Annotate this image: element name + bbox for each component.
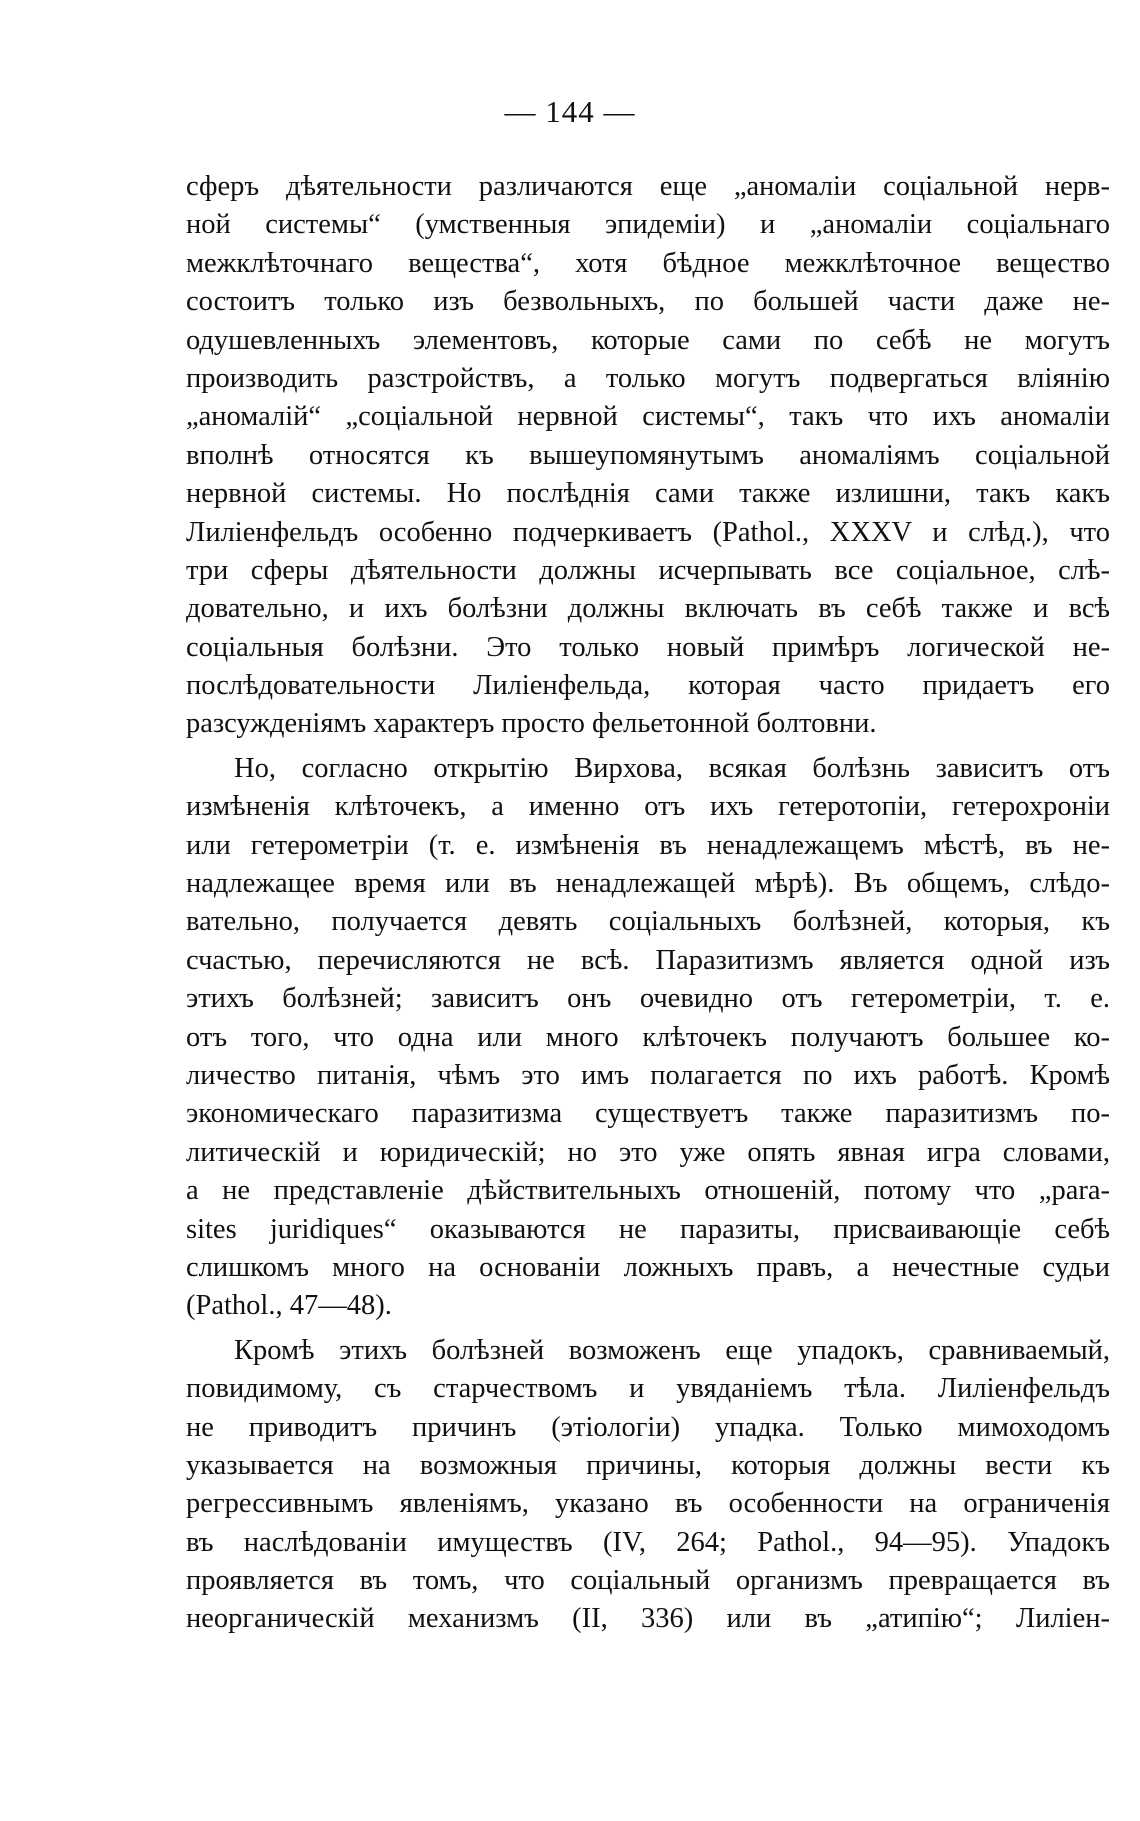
text-line: ной системы“ (умственныя эпидеміи) и „аномаліи соціальнаго [186, 209, 1110, 241]
text-line: неорганическій механизмъ (II, 336) или въ „атипію“; Лиліен- [186, 1603, 1110, 1635]
text-line: регрессивнымъ явленіямъ, указано въ особенности на ограниченія [186, 1488, 1110, 1520]
text-line: Но, согласно открытію Вирхова, всякая болѣзнь зависитъ отъ [234, 752, 1110, 784]
text-line: не приводитъ причинъ (этіологіи) упадка. Только мимоходомъ [186, 1411, 1110, 1443]
text-line: Кромѣ этихъ болѣзней возможенъ еще упадокъ, сравниваемый, [234, 1334, 1110, 1366]
body-text [186, 168, 1110, 1639]
text-line: этихъ болѣзней; зависитъ онъ очевидно отъ гетерометріи, т. е. [186, 983, 1110, 1015]
paragraph-2 [186, 750, 1110, 1326]
text-line: отъ того, что одна или много клѣточекъ получаютъ большее ко- [186, 1021, 1110, 1053]
text-line: sites juridiques“ оказываются не паразиты, присваивающіе себѣ [186, 1213, 1110, 1245]
text-line: сферъ дѣятельности различаются еще „аномаліи соціальной нерв- [186, 171, 1110, 202]
text-line: или гетерометріи (т. е. измѣненія въ ненадлежащемъ мѣстѣ, въ не- [186, 829, 1110, 861]
text-line: а не представленіе дѣйствительныхъ отношеній, потому что „para- [186, 1175, 1110, 1207]
text-line: указывается на возможныя причины, которыя должны вести къ [186, 1449, 1110, 1481]
text-line: надлежащее время или въ ненадлежащей мѣрѣ). Въ общемъ, слѣдо- [186, 868, 1110, 900]
text-line: счастью, перечисляются не всѣ. Паразитизмъ является одной изъ [186, 944, 1110, 976]
text-line: (Pathol., 47—48). [186, 1290, 392, 1322]
text-line: экономическаго паразитизма существуетъ также паразитизмъ по- [186, 1098, 1110, 1130]
text-line: вполнѣ относятся къ вышеупомянутымъ аномаліямъ соціальной [186, 439, 1110, 471]
text-line: „аномалій“ „соціальной нервной системы“, такъ что ихъ аномаліи [186, 401, 1110, 433]
text-line: Лиліенфельдъ особенно подчеркиваетъ (Pathol., XXXV и слѣд.), что [186, 516, 1110, 548]
text-line: довательно, и ихъ болѣзни должны включать въ себѣ также и всѣ [186, 593, 1110, 625]
text-line: вательно, получается девять соціальныхъ болѣзней, которыя, къ [186, 906, 1110, 938]
text-line: проявляется въ томъ, что соціальный организмъ превращается въ [186, 1565, 1110, 1597]
page-number: — 144 — [504, 94, 636, 129]
text-line: нервной системы. Но послѣднія сами также излишни, такъ какъ [186, 478, 1110, 510]
text-line: состоитъ только изъ безвольныхъ, по большей части даже не- [186, 286, 1110, 318]
text-line: личество питанія, чѣмъ это имъ полагается по ихъ работѣ. Кромѣ [186, 1059, 1110, 1091]
text-line: соціальныя болѣзни. Это только новый примѣръ логической не- [186, 631, 1110, 663]
text-line: слишкомъ много на основаніи ложныхъ правъ, а нечестные судьи [186, 1251, 1110, 1283]
text-line: измѣненія клѣточекъ, а именно отъ ихъ гетеротопіи, гетерохроніи [186, 791, 1110, 823]
text-line: повидимому, съ старчествомъ и увяданіемъ тѣла. Лиліенфельдъ [186, 1373, 1110, 1405]
text-line: производить разстройствъ, а только могутъ подвергаться вліянію [186, 362, 1110, 394]
text-line: разсужденіямъ характеръ просто фельетонной болтовни. [186, 708, 877, 740]
paragraph-3 [186, 1332, 1110, 1639]
text-line: одушевленныхъ элементовъ, которые сами по себѣ не могутъ [186, 324, 1110, 356]
text-line: послѣдовательности Лиліенфельда, которая часто придаетъ его [186, 670, 1110, 702]
text-line: въ наслѣдованіи имуществъ (IV, 264; Pathol., 94—95). Упадокъ [186, 1526, 1110, 1558]
paragraph-1 [186, 168, 1110, 744]
text-line: три сферы дѣятельности должны исчерпывать все соціальное, слѣ- [186, 554, 1110, 586]
text-line: межклѣточнаго вещества“, хотя бѣдное межклѣточное вещество [186, 247, 1110, 279]
text-line: литическій и юридическій; но это уже опять явная игра словами, [186, 1136, 1110, 1168]
